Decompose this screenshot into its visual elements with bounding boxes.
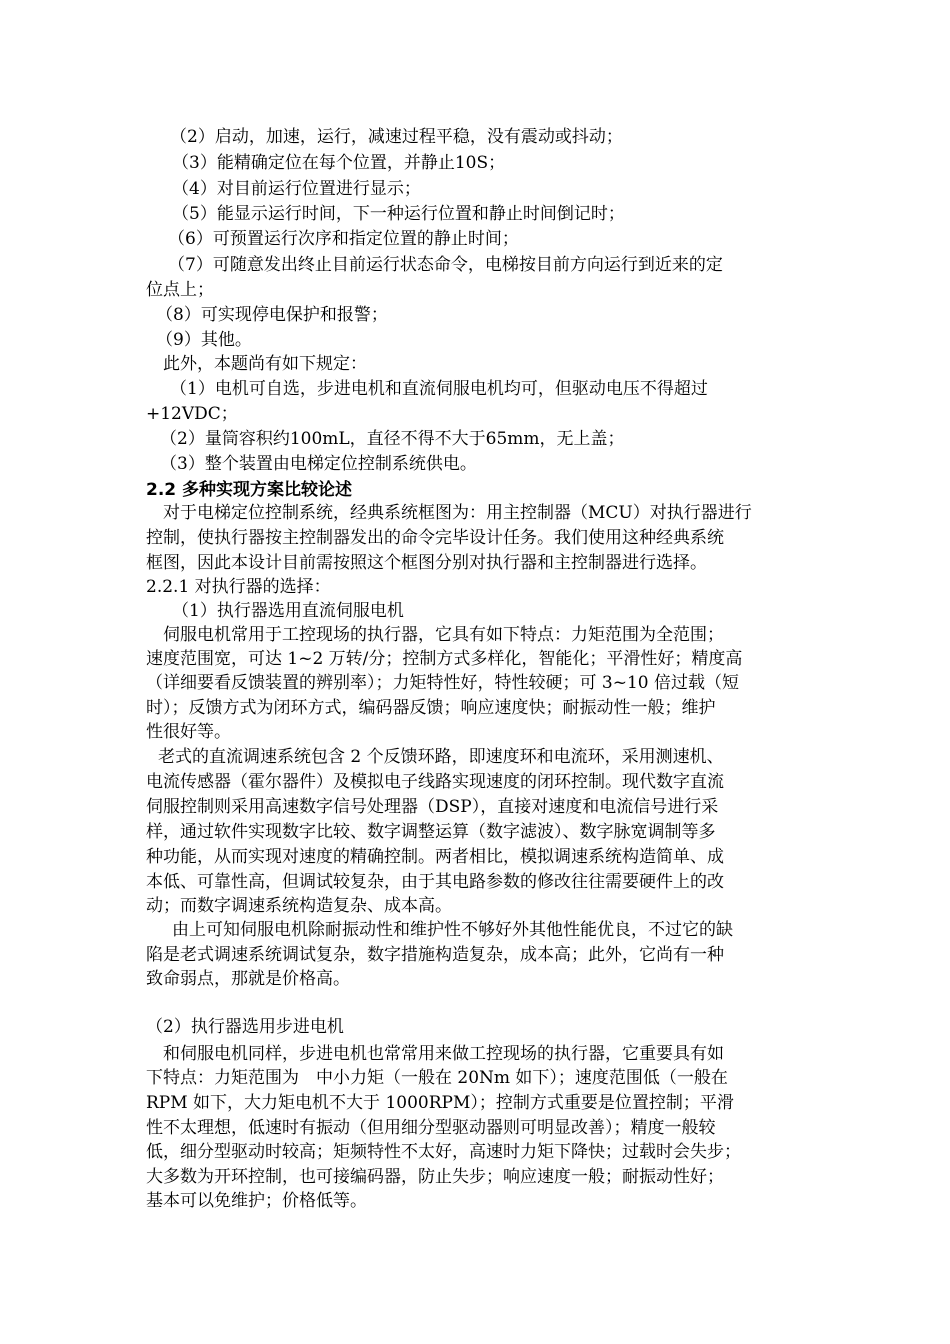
requirement-3: （3）能精确定位在每个位置，并静止10S； <box>172 153 506 173</box>
stepper-para-line1: 和伺服电机同样，步进电机也常常用来做工控现场的执行器，它重要具有如 <box>163 1044 724 1064</box>
requirement-5: （5）能显示运行时间，下一种运行位置和静止时间倒记时； <box>172 204 625 224</box>
stepper-para-line2: 下特点：力矩范围为 中小力矩（一般在 20Nm 如下）；速度范围低（一般在 <box>146 1068 728 1088</box>
servo-para-line3: （详细要看反馈装置的辨别率）；力矩特性好，特性较硬；可 3~10 倍过载（短 <box>146 673 739 693</box>
stepper-para-line5: 低，细分型驱动时较高；矩频特性不太好，高速时力矩下降快；过载时会失步； <box>146 1142 741 1162</box>
section-heading-2-2: 2.2 多种实现方案比较论述 <box>146 480 353 500</box>
subsection-heading-2-2-1: 2.2.1 对执行器的选择： <box>146 577 331 597</box>
servo-summary-line1: 由上可知伺服电机除耐振动性和维护性不够好外其他性能优良，不过它的缺 <box>172 920 733 940</box>
para-framework-line2: 控制，使执行器按主控制器发出的命令完毕设计任务。我们使用这种经典系统 <box>146 528 724 548</box>
option-1-title: （1）执行器选用直流伺服电机 <box>172 601 404 621</box>
requirement-8: （8）可实现停电保护和报警； <box>156 305 388 325</box>
requirement-2: （2）启动，加速，运行，减速过程平稳，没有震动或抖动； <box>170 127 623 147</box>
option-2-title: （2）执行器选用步进电机 <box>146 1017 344 1037</box>
dc-speed-para-line2: 电流传感器（霍尔器件）及模拟电子线路实现速度的闭环控制。现代数字直流 <box>146 772 724 792</box>
servo-para-line1: 伺服电机常用于工控现场的执行器，它具有如下特点：力矩范围为全范围； <box>163 625 724 645</box>
requirement-7-line2: 位点上； <box>146 280 214 300</box>
dc-speed-para-line6: 本低、可靠性高，但调试较复杂，由于其电路参数的修改往往需要硬件上的改 <box>146 872 724 892</box>
dc-speed-para-line5: 种功能，从而实现对速度的精确控制。两者相比，模拟调速系统构造简单、成 <box>146 847 724 867</box>
rule-1-line2: +12VDC； <box>146 404 238 424</box>
servo-summary-line3: 致命弱点，那就是价格高。 <box>146 969 350 989</box>
para-framework-line1: 对于电梯定位控制系统，经典系统框图为：用主控制器（MCU）对执行器进行 <box>163 503 752 523</box>
dc-speed-para-line3: 伺服控制则采用高速数字信号处理器（DSP），直接对速度和电流信号进行采 <box>146 797 719 817</box>
servo-para-line2: 速度范围宽，可达 1~2 万转/分；控制方式多样化，智能化；平滑性好；精度高 <box>146 649 743 669</box>
servo-para-line5: 性很好等。 <box>146 722 231 742</box>
requirement-4: （4）对目前运行位置进行显示； <box>172 179 421 199</box>
para-framework-line3: 框图，因此本设计目前需按照这个框图分别对执行器和主控制器进行选择。 <box>146 553 707 573</box>
requirement-6: （6）可预置运行次序和指定位置的静止时间； <box>168 229 519 249</box>
requirement-7-line1: （7）可随意发出终止目前运行状态命令，电梯按目前方向运行到近来的定 <box>168 255 723 275</box>
servo-summary-line2: 陷是老式调速系统调试复杂，数字措施构造复杂，成本高；此外，它尚有一种 <box>146 945 724 965</box>
stepper-para-line6: 大多数为开环控制，也可接编码器，防止失步；响应速度一般；耐振动性好； <box>146 1167 724 1187</box>
stepper-para-line3: RPM 如下，大力矩电机不大于 1000RPM）；控制方式重要是位置控制；平滑 <box>146 1093 734 1113</box>
rule-3: （3）整个装置由电梯定位控制系统供电。 <box>160 454 477 474</box>
stepper-para-line7: 基本可以免维护；价格低等。 <box>146 1191 367 1211</box>
dc-speed-para-line4: 样，通过软件实现数字比较、数字调整运算（数字滤波）、数字脉宽调制等多 <box>146 822 716 842</box>
dc-speed-para-line1: 老式的直流调速系统包含 2 个反馈环路，即速度环和电流环，采用测速机、 <box>158 747 724 767</box>
stepper-para-line4: 性不太理想，低速时有振动（但用细分型驱动器则可明显改善）；精度一般较 <box>146 1118 716 1138</box>
servo-para-line4: 时）；反馈方式为闭环方式，编码器反馈；响应速度快；耐振动性一般；维护 <box>146 698 716 718</box>
requirement-9: （9）其他。 <box>156 330 252 350</box>
rules-intro: 此外，本题尚有如下规定： <box>163 354 367 374</box>
dc-speed-para-line7: 动；而数字调速系统构造复杂、成本高。 <box>146 896 452 916</box>
rule-1-line1: （1）电机可自选，步进电机和直流伺服电机均可，但驱动电压不得超过 <box>170 379 708 399</box>
rule-2: （2）量筒容积约100mL，直径不得不大于65mm，无上盖； <box>160 429 625 449</box>
